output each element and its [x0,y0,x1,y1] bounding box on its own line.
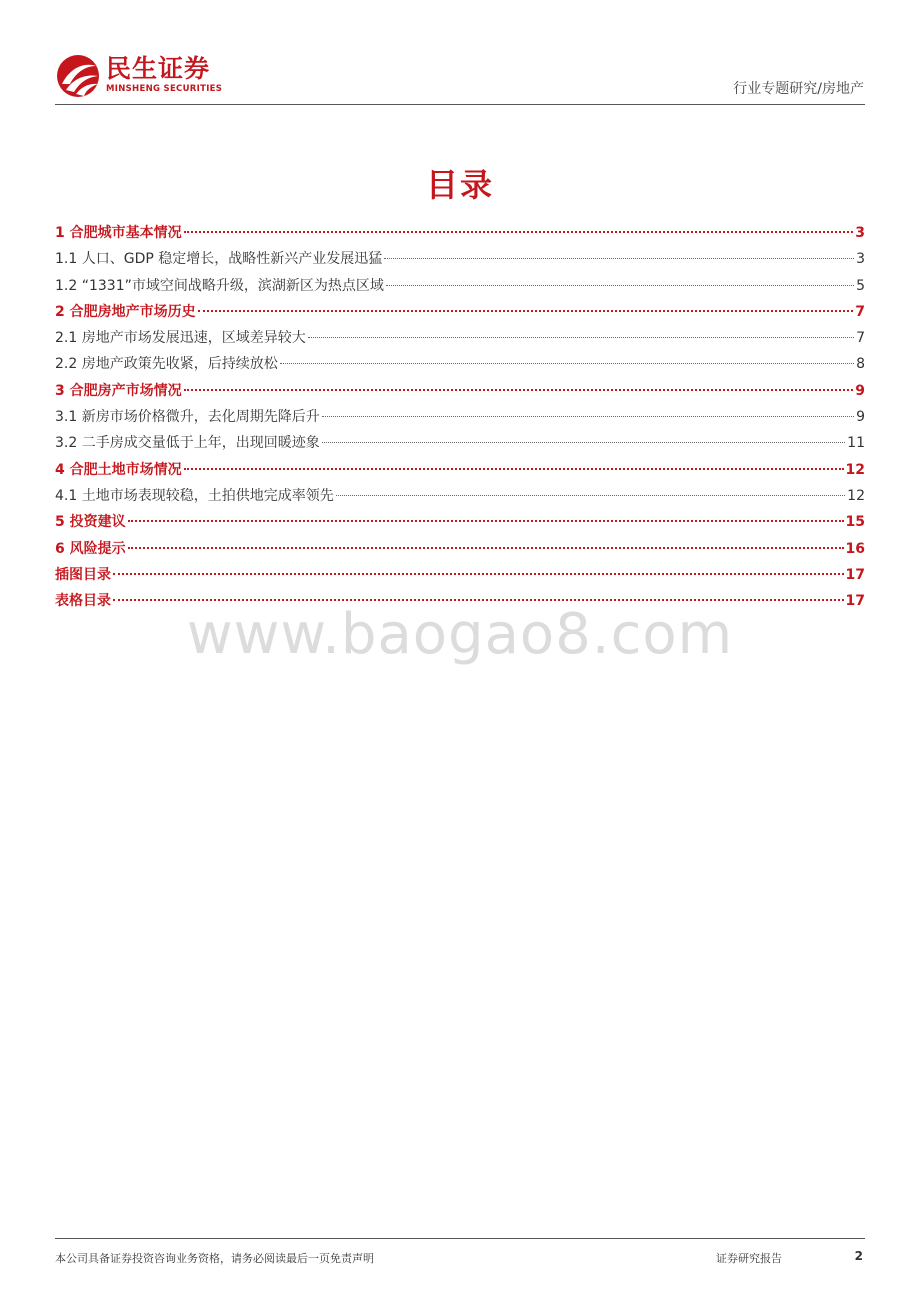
toc-entry-page: 8 [856,356,865,373]
toc-leader-dots [184,389,854,391]
toc-entry[interactable] [55,378,865,404]
toc-leader-dots [184,468,844,470]
toc-entry-page: 9 [856,409,865,426]
page-number: 2 [854,1249,863,1263]
toc-entry-label: 4.1 土地市场表现较稳，土拍供地完成率领先 [55,487,334,504]
toc-entry-label: 6 风险提示 [55,540,126,557]
toc-leader-dots [113,599,844,601]
toc-entry[interactable] [55,273,865,299]
toc-title: 目录 [425,166,494,204]
footer-divider [55,1238,865,1239]
toc-entry-page: 3 [856,251,865,268]
toc-leader-dots [308,337,854,338]
minsheng-logo-icon [56,54,100,98]
toc-entry-label: 3.2 二手房成交量低于上年，出现回暖迹象 [55,435,320,452]
footer-disclaimer: 本公司具备证券投资咨询业务资格，请务必阅读最后一页免责声明 [55,1252,374,1265]
toc-entry-page: 17 [845,593,865,610]
toc-entry[interactable] [55,536,865,562]
toc-entry[interactable] [55,220,865,246]
toc-leader-dots [336,495,845,496]
toc-entry[interactable] [55,299,865,325]
toc-entry-label: 2.2 房地产政策先收紧，后持续放松 [55,356,278,373]
logo-text-en: MINSHENG SECURITIES [106,84,223,94]
header-divider [55,104,865,105]
table-of-contents [55,220,865,614]
toc-entry-page: 15 [845,514,865,531]
toc-entry-label: 插图目录 [55,566,111,583]
toc-entry-page: 17 [845,566,865,583]
report-category: 行业专题研究/房地产 [733,81,864,97]
toc-leader-dots [322,442,845,443]
toc-entry[interactable] [55,351,865,377]
toc-leader-dots [128,520,844,522]
toc-entry[interactable] [55,430,865,456]
toc-leader-dots [280,363,854,364]
toc-entry-label: 1 合肥城市基本情况 [55,225,182,241]
toc-leader-dots [322,416,854,417]
toc-entry-page: 9 [855,382,865,399]
toc-entry-label: 3 合肥房产市场情况 [55,382,182,399]
toc-leader-dots [113,573,844,575]
toc-leader-dots [128,547,844,549]
toc-entry-label: 3.1 新房市场价格微升，去化周期先降后升 [55,409,320,426]
toc-entry-page: 7 [856,330,865,347]
toc-entry-label: 2.1 房地产市场发展迅速，区域差异较大 [55,330,306,347]
toc-entry-label: 4 合肥土地市场情况 [55,461,182,478]
toc-entry-page: 5 [856,277,865,294]
toc-entry-page: 12 [847,487,865,504]
toc-entry-page: 16 [845,540,865,557]
toc-entry-label: 2 合肥房地产市场历史 [55,303,196,320]
toc-entry-label: 表格目录 [55,593,111,610]
toc-entry[interactable] [55,404,865,430]
toc-entry-label: 1.2 “1331”市域空间战略升级，滨湖新区为热点区域 [55,277,384,294]
watermark: www.baogao8.com [186,602,734,667]
logo-text-cn: 民生证券 [106,54,211,83]
toc-entry[interactable] [55,562,865,588]
toc-entry[interactable] [55,246,865,272]
toc-entry-label: 1.1 人口、GDP 稳定增长，战略性新兴产业发展迅猛 [55,251,383,268]
toc-leader-dots [386,285,854,286]
footer-report-type: 证券研究报告 [716,1252,782,1265]
toc-leader-dots [198,310,854,312]
toc-entry[interactable] [55,457,865,483]
toc-leader-dots [384,258,854,259]
toc-entry-page: 11 [847,435,865,452]
toc-entry[interactable] [55,509,865,535]
toc-entry-label: 5 投资建议 [55,514,126,531]
toc-entry-page: 12 [845,461,865,478]
toc-entry-page: 3 [855,225,865,241]
toc-entry-page: 7 [855,303,865,320]
toc-entry[interactable] [55,483,865,509]
toc-leader-dots [184,231,854,233]
company-logo [56,54,226,98]
toc-entry[interactable] [55,325,865,351]
